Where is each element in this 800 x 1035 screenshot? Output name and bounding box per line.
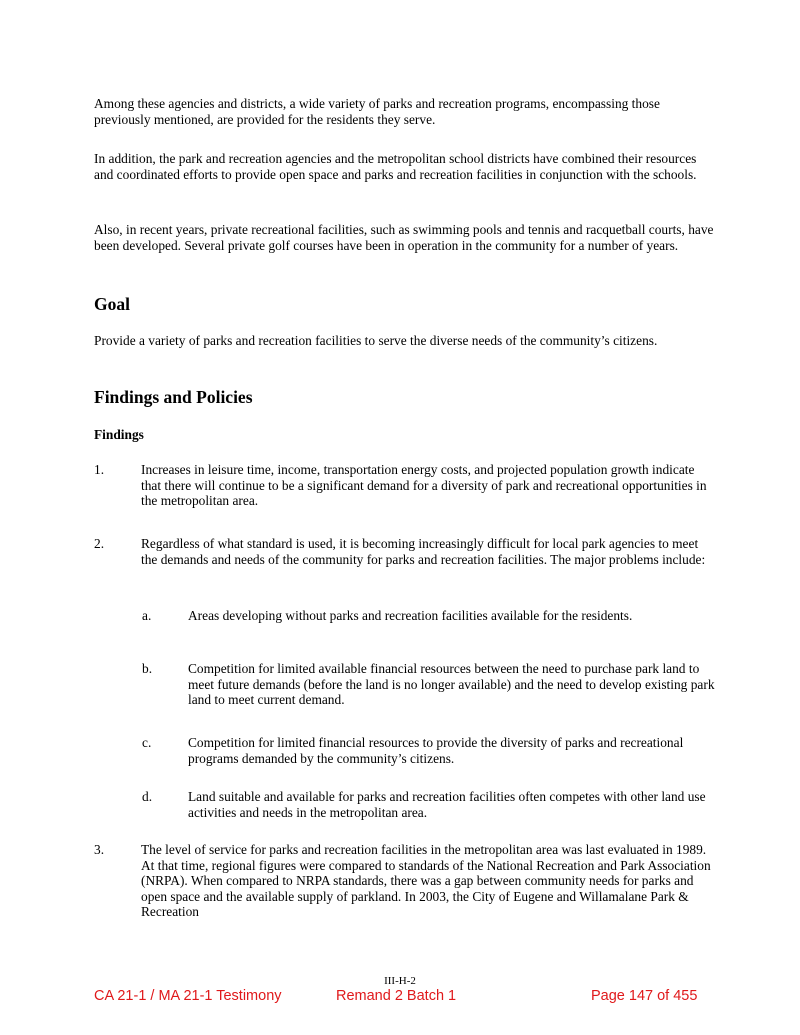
finding-number: 1. [94,462,105,477]
footer-testimony-label: CA 21-1 / MA 21-1 Testimony [94,988,282,1004]
subitem-text: Competition for limited financial resources to provide the diversity of parks and recreational programs demanded by the community’s citizens. [188,735,684,766]
page-number: III-H-2 [384,975,416,987]
footer-page-count: Page 147 of 455 [591,988,698,1004]
finding-text: Increases in leisure time, income, transportation energy costs, and projected population growth indicate that there will continue to be a significant demand for a diversity of park and recreational opportunities in the metropolitan area. [141,462,707,509]
finding-number: 2. [94,536,105,551]
subitem-letter: b. [142,661,153,676]
subitem-letter: d. [142,789,153,804]
intro-paragraph-1: Among these agencies and districts, a wide variety of parks and recreation programs, encompassing those previously mentioned, are provided for the residents they serve. [94,96,660,127]
subitem-letter: c. [142,735,152,750]
findings-subheading: Findings [94,427,144,442]
footer-batch-label: Remand 2 Batch 1 [336,988,457,1004]
finding-number: 3. [94,842,105,857]
goal-heading: Goal [94,294,130,314]
subitem-text: Areas developing without parks and recreation facilities available for the residents. [188,608,633,623]
subitem-text: Competition for limited available financial resources between the need to purchase park land to meet future demands (before the land is no longer available) and the need to develop existing park land to meet current demand. [188,661,715,708]
intro-paragraph-3: Also, in recent years, private recreational facilities, such as swimming pools and tennis and racquetball courts, have been developed. Several private golf courses have been in operation in the community for a number of years. [94,222,714,253]
finding-text: The level of service for parks and recreation facilities in the metropolitan area was last evaluated in 1989. At that time, regional figures were compared to standards of the National Recreation and Park Association (NRPA). When compared to NRPA standards, there was a gap between community needs for parks and open space and the available supply of parkland. In 2003, the City of Eugene and Willamalane Park & Recreation [141,842,711,920]
subitem-letter: a. [142,608,152,623]
findings-policies-heading: Findings and Policies [94,387,253,407]
intro-paragraph-2: In addition, the park and recreation agencies and the metropolitan school districts have combined their resources and coordinated efforts to provide open space and parks and recreation facilities in conjunction with the schools. [94,151,697,182]
subitem-text: Land suitable and available for parks and recreation facilities often competes with other land use activities and needs in the metropolitan area. [188,789,706,820]
finding-text: Regardless of what standard is used, it is becoming increasingly difficult for local park agencies to meet the demands and needs of the community for parks and recreation facilities. The major problems include: [141,536,706,567]
goal-text: Provide a variety of parks and recreation facilities to serve the diverse needs of the community’s citizens. [94,333,658,348]
